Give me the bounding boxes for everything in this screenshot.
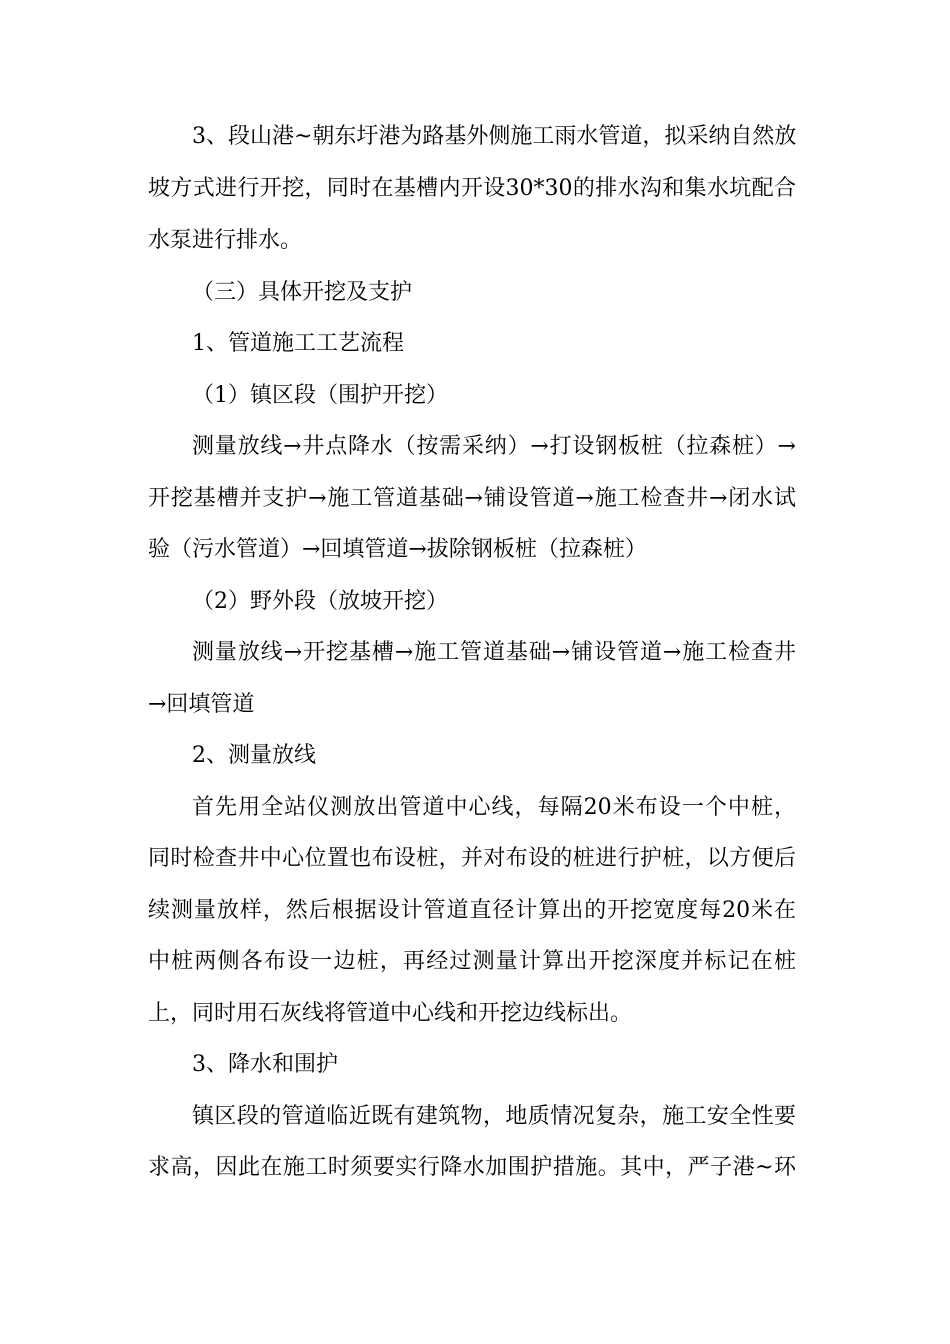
section-heading: （三）具体开挖及支护 xyxy=(192,280,413,305)
paragraph-line: 求高，因此在施工时须要实行降水加围护措施。其中，严子港~环 xyxy=(148,1155,796,1180)
paragraph-line: 中桩两侧各布设一边桩，再经过测量计算出开挖深度并标记在桩 xyxy=(148,949,796,974)
paragraph-line: 测量放线→开挖基槽→施工管道基础→铺设管道→施工检查井 xyxy=(192,640,796,665)
paragraph-line: →回填管道 xyxy=(148,692,255,717)
subsection-heading: 3、降水和围护 xyxy=(192,1052,338,1077)
paragraph-line: 镇区段的管道临近既有建筑物，地质情况复杂，施工安全性要 xyxy=(192,1104,796,1129)
paragraph-line: 首先用全站仪测放出管道中心线，每隔20米布设一个中桩， xyxy=(192,795,796,820)
paragraph-line: 测量放线→井点降水（按需采纳）→打设钢板桩（拉森桩）→ xyxy=(192,434,796,459)
paragraph-line: 上，同时用石灰线将管道中心线和开挖边线标出。 xyxy=(148,1001,633,1026)
paragraph-line: 验（污水管道）→回填管道→拔除钢板桩（拉森桩） xyxy=(148,537,647,562)
paragraph-line: 同时检查井中心位置也布设桩，并对布设的桩进行护桩，以方便后 xyxy=(148,846,796,871)
paragraph-line: 开挖基槽并支护→施工管道基础→铺设管道→施工检查井→闭水试 xyxy=(148,486,796,511)
paragraph-line: 3、段山港~朝东圩港为路基外侧施工雨水管道，拟采纳自然放 xyxy=(192,124,797,149)
paragraph-line: 坡方式进行开挖，同时在基槽内开设30*30的排水沟和集水坑配合 xyxy=(148,176,796,201)
paragraph-line: 续测量放样，然后根据设计管道直径计算出的开挖宽度每20米在 xyxy=(148,898,796,923)
subsection-heading: 1、管道施工工艺流程 xyxy=(192,331,404,356)
paragraph-line: 水泵进行排水。 xyxy=(148,228,303,253)
subsection-heading: （2）野外段（放坡开挖） xyxy=(192,589,448,614)
subsection-heading: （1）镇区段（围护开挖） xyxy=(192,383,448,408)
subsection-heading: 2、测量放线 xyxy=(192,743,316,768)
